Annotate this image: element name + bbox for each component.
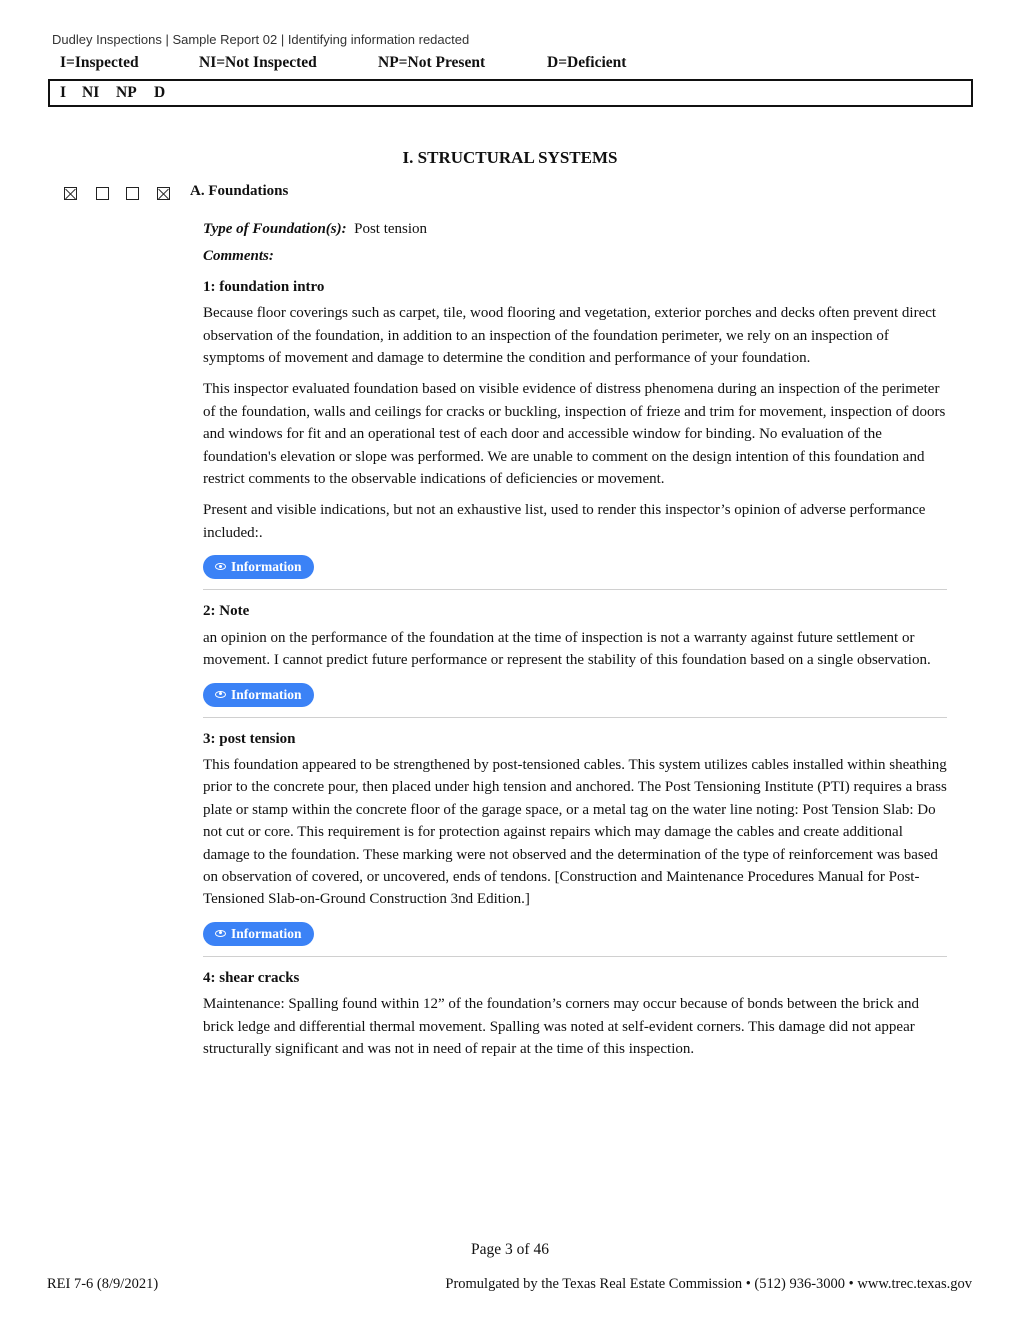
comment-paragraph: This foundation appeared to be strengthened by post-tensioned cables. This system utilizes cables installed within sheathing prior to the concrete pour, then placed under high tension and anchored. The Post Tensioning Institute (PTI) requires a brass plate or stamp within the concrete floor of the garage space, or a metal tag on the water line noting: Post Tension Slab: Do not cut or core. This requirement is for protection against repairs which may damage the cables and create additional damage to the foundation. These marking were not observed and the determination of the type of reinforcement was based on observation of covered, or uncovered, ends of tendons. [Construction and Maintenance Procedures Manual for Post-Tensioned Slab-on-Ground Construction 3nd Edition.] [203, 756, 947, 908]
bar-label-i: I [60, 84, 67, 101]
information-badge-label: Information [231, 925, 302, 941]
foundation-content [203, 218, 947, 1069]
comment-item-title: 3: post tension [203, 730, 296, 747]
page-number: Page 3 of 46 [471, 1241, 549, 1258]
legend-deficient: D=Deficient [547, 54, 627, 71]
comment-paragraph: an opinion on the performance of the foundation at the time of inspection is not a warranty against future settlement or movement. I cannot predict future performance or represent the stability of this foundation based on a single observation. [203, 629, 931, 669]
comment-paragraph: Because floor coverings such as carpet, tile, wood flooring and vegetation, exterior porches and decks often prevent direct observation of the foundation, in addition to an inspection of the foundation perimeter, we rely on an inspection of symptoms of movement and damage to determine the condition and performance of your foundation. [203, 305, 937, 367]
comment-paragraph: Present and visible indications, but not an exhaustive list, used to render this inspector’s opinion of adverse performance included:. [203, 502, 926, 541]
bar-label-d: D [154, 84, 166, 101]
legend-not-inspected: NI=Not Inspected [199, 54, 317, 71]
promulgation-note: Promulgated by the Texas Real Estate Commission • (512) 936-3000 • www.trec.texas.gov [445, 1276, 972, 1292]
divider [203, 589, 947, 590]
comment-item [203, 967, 947, 1061]
subsection-title: A. Foundations [190, 183, 289, 199]
comment-item-title: 4: shear cracks [203, 969, 300, 986]
checkbox-not-inspected[interactable] [96, 187, 109, 200]
comments-label: Comments: [203, 248, 274, 265]
divider [203, 717, 947, 718]
status-code-bar [48, 79, 973, 107]
comment-item [203, 728, 947, 946]
foundation-type-label: Type of Foundation(s): [203, 221, 347, 237]
foundation-type-value: Post tension [354, 221, 428, 237]
information-badge [203, 555, 314, 579]
foundation-type-line [203, 218, 947, 240]
bar-label-np: NP [116, 84, 137, 101]
information-badge [203, 683, 314, 707]
comment-item-title: 2: Note [203, 603, 250, 620]
checkbox-inspected[interactable] [64, 187, 77, 200]
comment-paragraph: Maintenance: Spalling found within 12” of the foundation’s corners may occur because of bonds between the brick and brick ledge and differential thermal movement. Spalling was noted at self-evident corners. This damage did not appear structurally significant and was not in need of repair at the time of this inspection. [203, 996, 920, 1057]
eye-icon [215, 930, 226, 937]
eye-icon [215, 691, 226, 698]
comment-paragraph: This inspector evaluated foundation based on visible evidence of distress phenomena during an inspection of the perimeter of the foundation, walls and ceilings for cracks or buckling, inspection of frieze and trim for movement, inspection of doors and windows for fit and an operational test of each door and accessible window for binding. No evaluation of the foundation's elevation or slope was performed. We are unable to comment on the design intention of this foundation and restrict comments to the observable indications of deficiencies or movement. [203, 381, 946, 488]
checkbox-deficient[interactable] [157, 187, 170, 200]
section-title: I. STRUCTURAL SYSTEMS [402, 148, 618, 167]
comment-item-title: 1: foundation intro [203, 278, 325, 295]
checkbox-not-present[interactable] [126, 187, 139, 200]
bar-label-ni: NI [82, 84, 100, 101]
legend-inspected: I=Inspected [60, 54, 139, 71]
form-number: REI 7-6 (8/9/2021) [47, 1276, 159, 1292]
legend-not-present: NP=Not Present [378, 54, 486, 71]
report-header-line: Dudley Inspections | Sample Report 02 | Identifying information redacted [52, 32, 470, 47]
comment-item [203, 276, 947, 579]
information-badge-label: Information [231, 559, 302, 575]
information-badge-label: Information [231, 686, 302, 702]
divider [203, 956, 947, 957]
information-badge [203, 922, 314, 946]
comment-item [203, 600, 947, 706]
eye-icon [215, 563, 226, 570]
